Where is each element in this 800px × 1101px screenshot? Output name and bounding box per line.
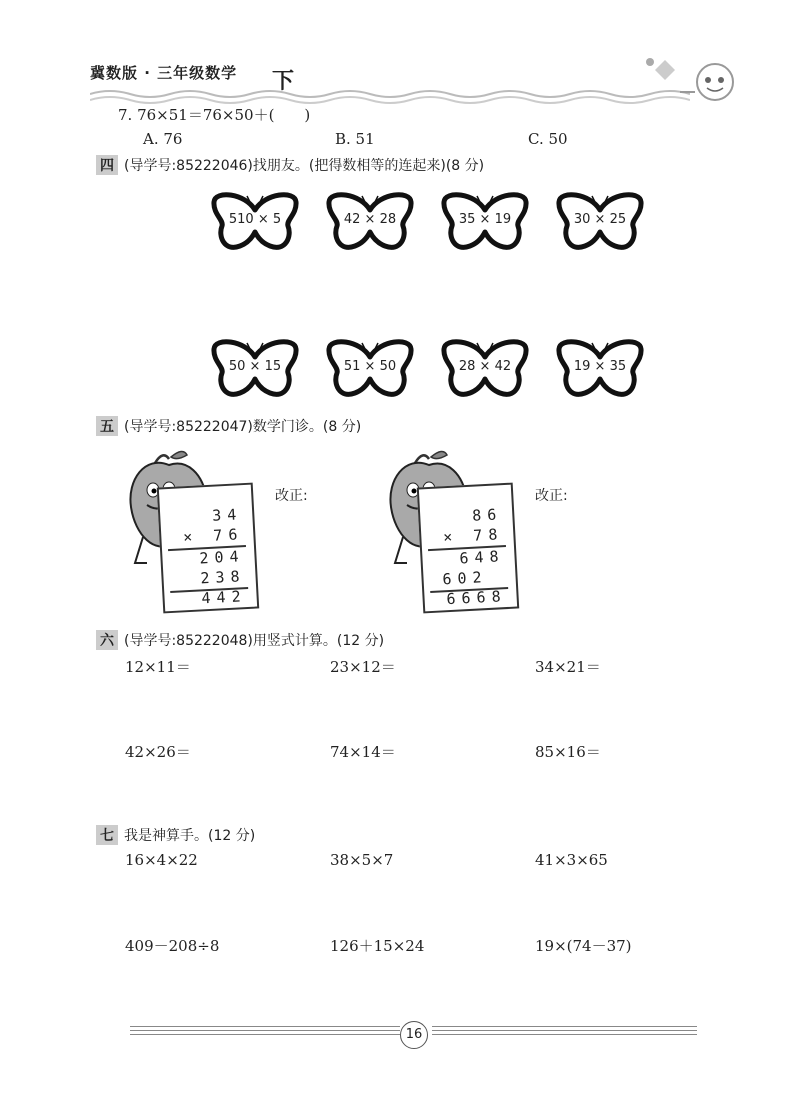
header-title: 冀数版 · 三年级数学 xyxy=(90,64,238,82)
section-6-number: 六 xyxy=(96,630,118,650)
mixed-calc-item: 16×4×22 xyxy=(125,851,198,869)
butterfly-bottom-1[interactable] xyxy=(210,335,300,409)
section-7-number: 七 xyxy=(96,825,118,845)
butterfly-top-4[interactable] xyxy=(555,188,645,262)
butterfly-expression: 50 × 15 xyxy=(228,359,282,374)
section-5-heading xyxy=(96,416,361,436)
section-5-number: 五 xyxy=(96,416,118,436)
calc-line-4: 238 xyxy=(200,567,246,588)
calc-line-3: 648 xyxy=(458,547,505,568)
calc-line-5: 442 xyxy=(201,587,248,608)
vertical-calc-item: 85×16＝ xyxy=(535,743,601,761)
mixed-calc-item: 19×(74－37) xyxy=(535,937,632,955)
butterfly-top-1[interactable] xyxy=(210,188,300,262)
footer-rule-left xyxy=(130,1026,400,1035)
calc-line-4: 602 xyxy=(442,568,489,589)
mixed-calc-item: 38×5×7 xyxy=(330,851,394,869)
clinic-case-2 xyxy=(385,445,575,615)
header-volume: 下 xyxy=(272,69,295,94)
section-4-number: 四 xyxy=(96,155,118,175)
q7-stem: 7. 76×51＝76×50＋( ) xyxy=(118,106,311,124)
butterfly-top-2[interactable] xyxy=(325,188,415,262)
calc-line-2: × 78 xyxy=(442,525,504,547)
mixed-calc-item: 41×3×65 xyxy=(535,851,608,869)
butterfly-expression: 35 × 19 xyxy=(458,212,512,227)
vertical-calc-item: 34×21＝ xyxy=(535,658,601,676)
vertical-calc-item: 23×12＝ xyxy=(330,658,396,676)
mixed-calc-item: 409－208÷8 xyxy=(125,937,220,955)
butterfly-expression: 19 × 35 xyxy=(573,359,627,374)
page-number: 16 xyxy=(400,1021,428,1049)
butterfly-expression: 51 × 50 xyxy=(343,359,397,374)
q7-option-c: C. 50 xyxy=(528,130,568,148)
section-6-title: (导学号:85222048)用竖式计算。(12 分) xyxy=(124,633,385,649)
calc-line-2: × 76 xyxy=(182,525,244,547)
butterfly-bottom-4[interactable] xyxy=(555,335,645,409)
butterfly-matching-area xyxy=(210,180,650,410)
q7-option-b: B. 51 xyxy=(335,130,375,148)
section-5-title: (导学号:85222047)数学门诊。(8 分) xyxy=(124,419,362,435)
footer-rule-right xyxy=(432,1026,697,1035)
section-7-heading xyxy=(96,825,255,845)
butterfly-expression: 28 × 42 xyxy=(458,359,512,374)
mixed-calc-item: 126＋15×24 xyxy=(330,937,425,955)
calculation-paper xyxy=(417,483,519,614)
calc-line-5: 6668 xyxy=(446,587,508,609)
butterfly-expression: 510 × 5 xyxy=(228,212,282,227)
butterfly-expression: 30 × 25 xyxy=(573,212,627,227)
section-7-title: 我是神算手。(12 分) xyxy=(124,828,256,844)
calculation-paper xyxy=(157,483,259,614)
vertical-calc-item: 42×26＝ xyxy=(125,743,191,761)
butterfly-top-3[interactable] xyxy=(440,188,530,262)
calc-line-1: 34 xyxy=(211,505,243,525)
vertical-calc-item: 12×11＝ xyxy=(125,658,191,676)
butterfly-bottom-2[interactable] xyxy=(325,335,415,409)
calc-line-1: 86 xyxy=(471,505,503,525)
header-corner-decoration-icon xyxy=(635,50,745,105)
clinic-case-1 xyxy=(125,445,315,615)
fix-label-1: 改正: xyxy=(275,488,308,504)
section-6-heading xyxy=(96,630,384,650)
vertical-calc-item: 74×14＝ xyxy=(330,743,396,761)
fix-label-2: 改正: xyxy=(535,488,568,504)
calc-line-3: 204 xyxy=(198,547,245,568)
section-4-heading xyxy=(96,155,484,175)
section-4-title: (导学号:85222046)找朋友。(把得数相等的连起来)(8 分) xyxy=(124,158,485,174)
butterfly-bottom-3[interactable] xyxy=(440,335,530,409)
butterfly-expression: 42 × 28 xyxy=(343,212,397,227)
q7-option-a: A. 76 xyxy=(143,130,183,148)
